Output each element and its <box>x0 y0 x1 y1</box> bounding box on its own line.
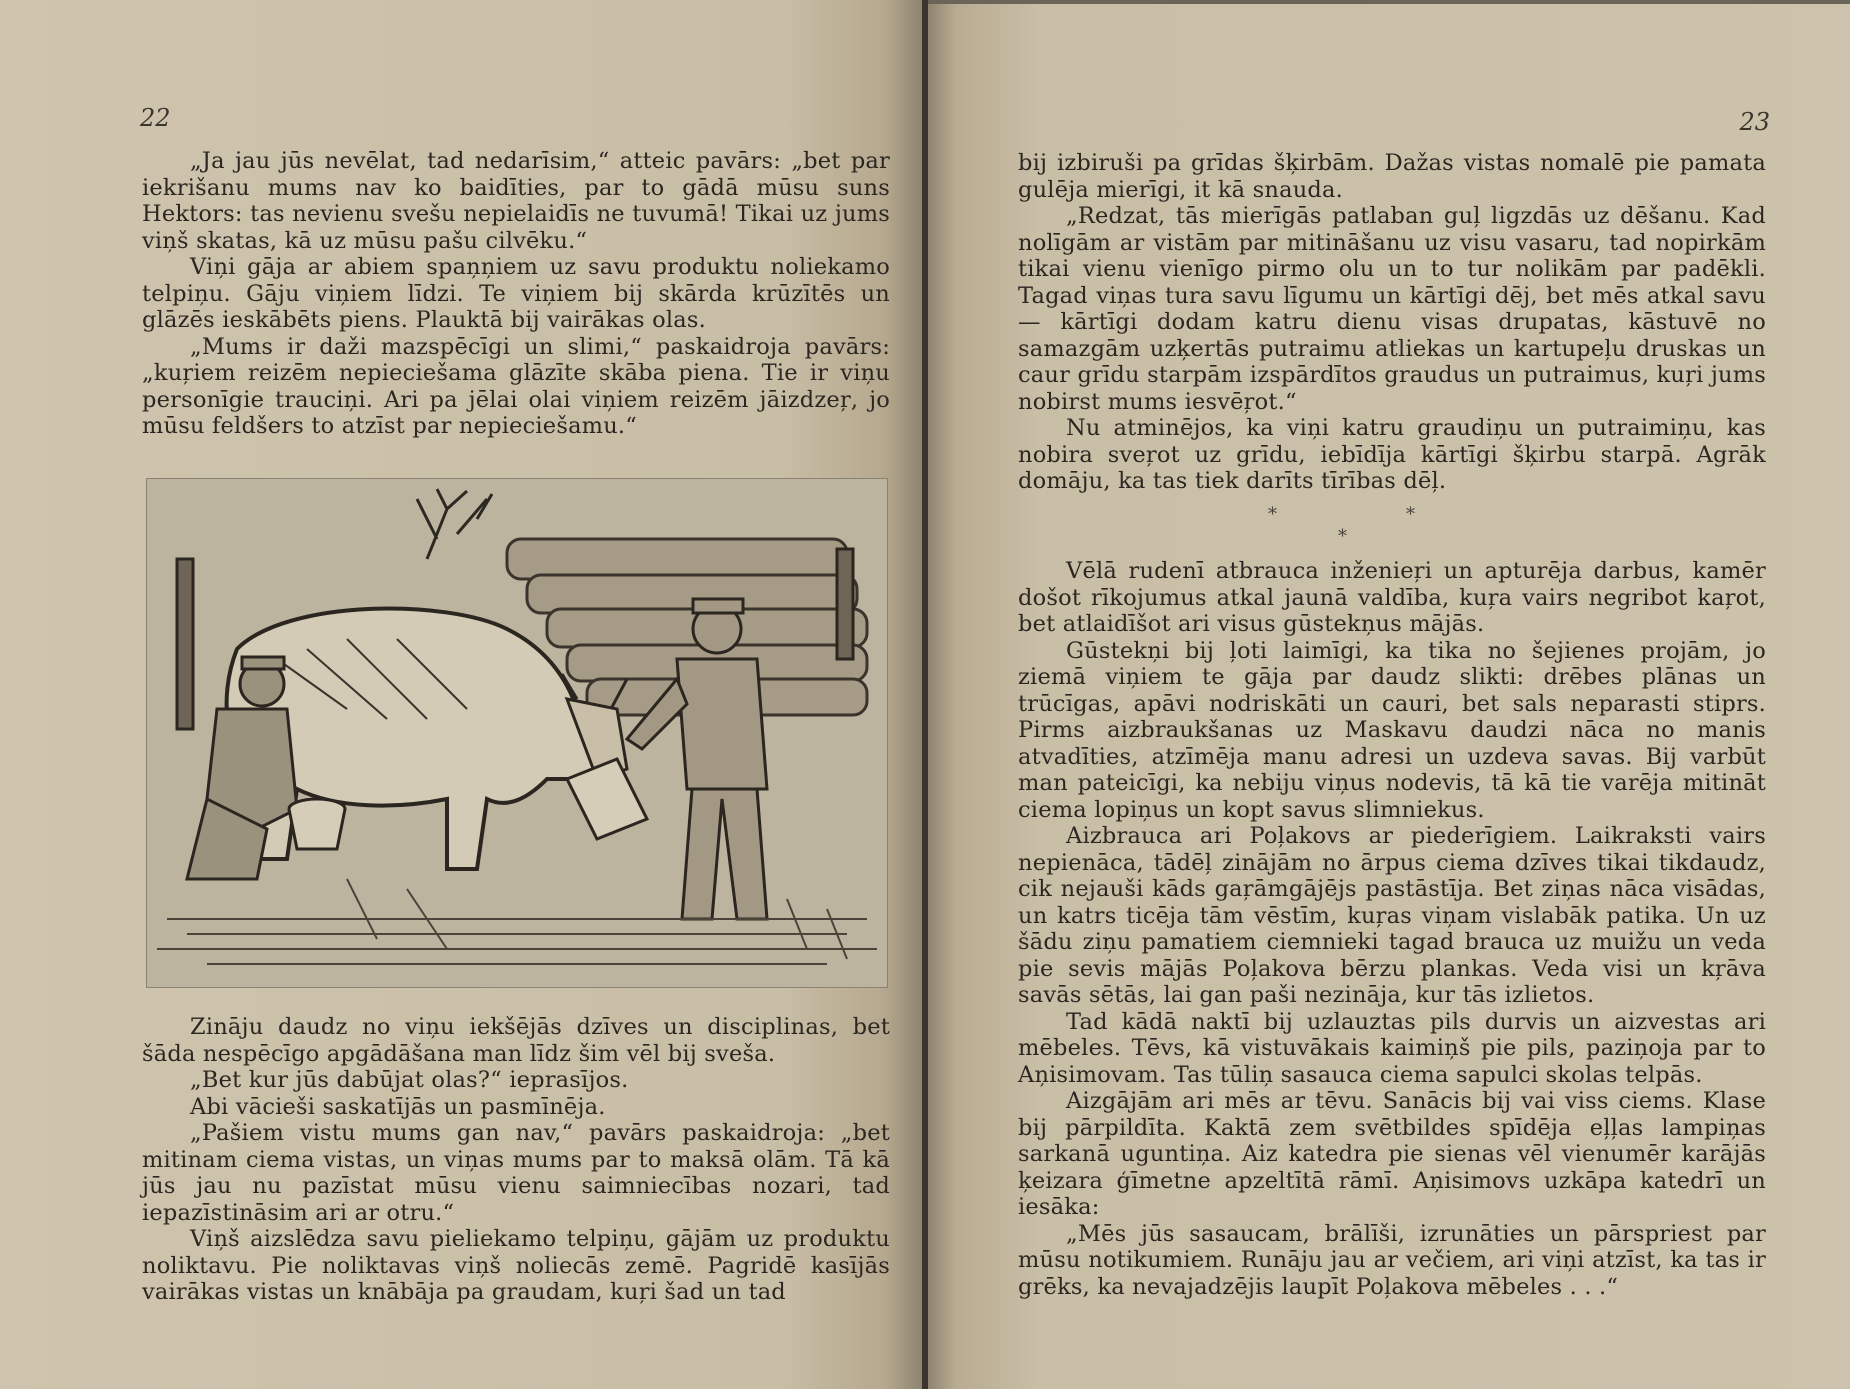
paragraph: „Ja jau jūs nevēlat, tad nedarīsim,“ atteic pavārs: „bet par iekrišanu mums nav ko baidīties, par to gādā mūsu suns Hektors: tas nevienu svešu nepielaidīs ne tuvumā! Tikai uz jums viņš skatas, kā uz mūsu pašu cilvēku.“ <box>142 148 890 254</box>
paragraph: Gūstekņi bij ļoti laimīgi, ka tika no šejienes projām, jo ziemā viņiem te gāja par daudz slikti: drēbes plānas un trūcīgas, apāvi nodriskāti un cauri, bet sals neparasti stiprs. Pirms aizbraukšanas uz Maskavu daudzi nāca no manis atvadīties, atzīmēja manu adresi un uzdeva savas. Bij varbūt man pateicīgi, ka nebiju viņus nodevis, tā kā tie varēja mitināt ciema lopiņus un kopt savus slimniekus. <box>1018 637 1766 823</box>
paragraph: Viņi gāja ar abiem spaņņiem uz savu produktu noliekamo telpiņu. Gāju viņiem līdzi. Te viņiem bij skārda krūzītēs un glāzēs ieskābēts piens. Plauktā bij vairākas olas. <box>142 254 890 333</box>
illustration-soldiers-feeding-cow-icon <box>147 479 887 987</box>
right-page-top-text <box>1018 150 1766 495</box>
paragraph: Viņš aizslēdza savu pieliekamo telpiņu, gājām uz produktu noliktavu. Pie noliktavas viņš noliecās zemē. Pagridē kasījās vairākas vistas un knābāja pa graudam, kuŗi šad un tad <box>142 1226 890 1305</box>
paragraph: Abi vācieši saskatījās un pasmīnēja. <box>190 1093 606 1120</box>
paragraph: Zināju daudz no viņu iekšējās dzīves un disciplinas, bet šāda nespēcīgo apgādāšana man līdz šim vēl bij sveša. <box>142 1014 890 1067</box>
right-page <box>928 0 1850 1389</box>
left-page-top-text <box>142 148 890 440</box>
page-number-left: 22 <box>140 104 171 132</box>
paragraph: Tad kādā naktī bij uzlauztas pils durvis un aizvestas ari mēbeles. Tēvs, kā vistuvākais kaimiņš pie pils, paziņoja par to Aņisimovam. Tas tūliņ sasauca ciema sapulci skolas telpās. <box>1018 1008 1766 1088</box>
paragraph: „Pašiem vistu mums gan nav,“ pavārs paskaidroja: „bet mitinam ciema vistas, un viņas mums par to maksā olām. Tā kā jūs jau nu pazīstat mūsu vienu saimniecības nozari, tad iepazīstināsim ari ar otru.“ <box>142 1120 890 1226</box>
separator-star: * <box>1338 526 1347 547</box>
page-number-right: 23 <box>1739 108 1770 136</box>
paragraph: „Bet kur jūs dabūjat olas?“ ieprasījos. <box>190 1067 629 1093</box>
separator-star: * <box>1406 504 1415 525</box>
paragraph: Vēlā rudenī atbrauca inženieŗi un apturēja darbus, kamēr došot rīkojumus atkal jaunā valdība, kuŗa vairs negribot kaŗot, bet atlaidīšot ari visus gūstekņus mājās. <box>1018 558 1766 637</box>
left-page <box>0 0 922 1389</box>
paragraph: Aizbrauca ari Poļakovs ar piederīgiem. Laikraksti vairs nepienāca, tādēļ zinājām no ārpus ciema dzīves tikai tikdaudz, cik nejauši kāds gaŗāmgājējs pastāstīja. Bet ziņas nāca visādas, un katrs ticēja tām vēstīm, kuŗas viņam vislabāk patika. Un uz šādu ziņu pamatiem ciemnieki tagad brauca uz muižu un veda pie sevis mājās Poļakova bērzu plankas. Veda visi un kŗāva savās sētās, lai gan paši nezināja, kur tās izlietos. <box>1018 823 1766 1008</box>
paragraph: Aizgājām ari mēs ar tēvu. Sanācis bij vai viss ciems. Klase bij pārpildīta. Kaktā zem svētbildes spīdēja eļļas lampiņas sarkanā uguntiņa. Aiz katedra pie sienas vēl vienumēr karājās ķeizara ģīmetne apzeltītā rāmī. Aņisimovs uzkāpa katedrī un iesāka: <box>1018 1088 1766 1220</box>
left-page-bottom-text <box>142 1014 890 1306</box>
paragraph: bij izbiruši pa grīdas šķirbām. Dažas vistas nomalē pie pamata gulēja mierīgi, it kā snauda. <box>1018 150 1766 203</box>
separator-star: * <box>1268 504 1277 525</box>
illustration <box>146 478 888 988</box>
right-page-bottom-text <box>1018 558 1766 1300</box>
section-separator <box>1268 504 1508 550</box>
paragraph: „Mēs jūs sasaucam, brālīši, izrunāties un pārspriest par mūsu notikumiem. Runāju jau ar večiem, ari viņi atzīst, ka tas ir grēks, ka nevajadzējis laupīt Poļakova mēbeles . . .“ <box>1018 1220 1766 1300</box>
paragraph: „Mums ir daži mazspēcīgi un slimi,“ paskaidroja pavārs: „kuŗiem reizēm nepieciešama glāzīte skāba piena. Tie ir viņu personīgie trauciņi. Ari pa jēlai olai viņiem reizēm jāizdzeŗ, jo mūsu feldšers to atzīst par nepieciešamu.“ <box>142 333 890 439</box>
paragraph: Nu atminējos, ka viņi katru graudiņu un putraimiņu, kas nobira sveŗot uz grīdu, iebīdīja kārtīgi šķirbu starpā. Agrāk domāju, ka tas tiek darīts tīrības dēļ. <box>1018 415 1766 494</box>
paragraph: „Redzat, tās mierīgās patlaban guļ ligzdās uz dēšanu. Kad nolīgām ar vistām par mitināšanu uz visu vasaru, tad nopirkām tikai vienu vienīgo pirmo olu un to tur nolikām par padēkli. Tagad viņas tura savu līgumu un kārtīgi dēj, bet mēs atkal savu — kārtīgi dodam katru dienu visas drupatas, kāstuvē no samazgām uzķertās putraimu atliekas un kartupeļu druskas un caur grīdu starpām izspārdītos graudus un putraimus, kuŗi jums nobirst mums iesvēŗot.“ <box>1018 203 1766 415</box>
